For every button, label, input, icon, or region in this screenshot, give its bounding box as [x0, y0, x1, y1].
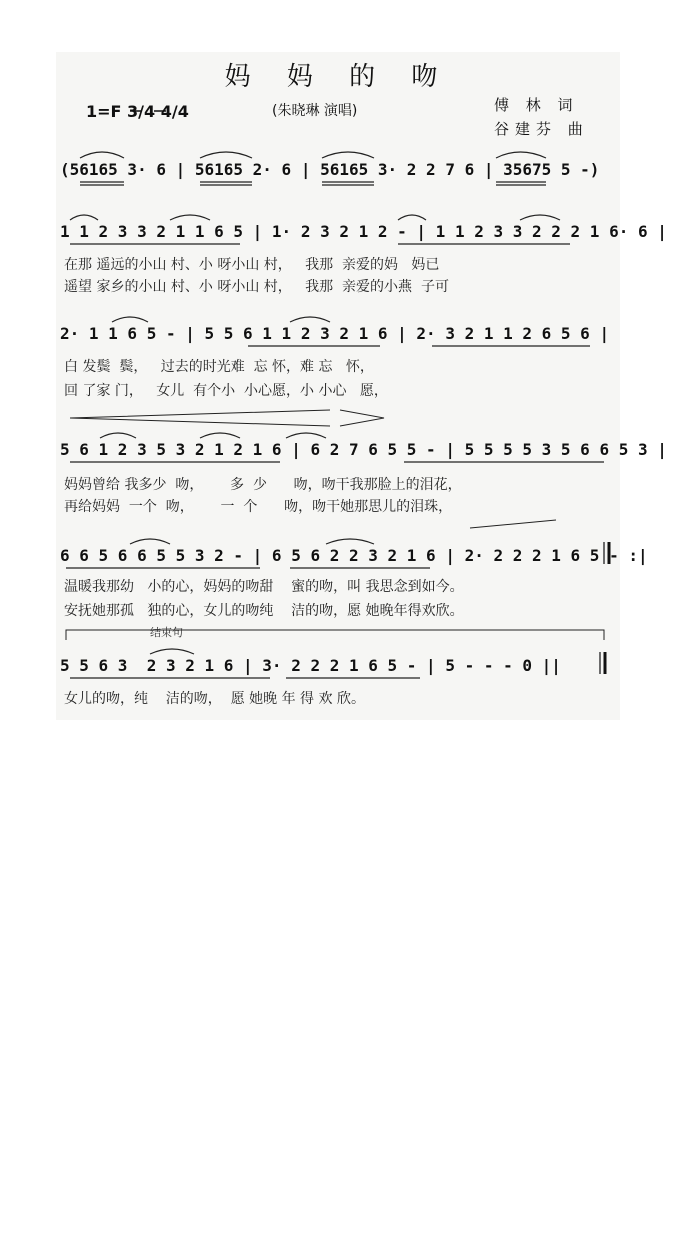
notation-line: 5 6 1 2 3 5 3 2 1 2 1 6 | 6 2 7 6 5 5 - | 5 5 5 5 3 5 6 6 5 3 |	[60, 440, 667, 459]
lyric-line-verse2: 回 了家 门， 女儿 有个小 小心愿，小 小心 愿，	[64, 383, 388, 399]
notation-line: 2· 1 1 6 5 - | 5 5 6 1 1 2 3 2 1 6 | 2· 3 2 1 1 2 6 5 6 |	[60, 324, 610, 343]
crescendo-marks	[70, 410, 556, 528]
lyric-line-verse1: 在那 遥远的小山 村、小 呀小山 村， 我那 亲爱的妈 妈已	[64, 257, 440, 273]
lyric-line-verse2: 安抚她那孤 独的心，女儿的吻纯 洁的吻，愿 她晚年得欢欣。	[64, 603, 464, 619]
lyric-line-verse2: 再给妈妈 一个 吻， 一 个 吻，吻干她那思儿的泪珠，	[64, 499, 453, 515]
lyric-line-verse1: 白 发鬓 鬓， 过去的时光难 忘 怀，难 忘 怀，	[64, 359, 374, 375]
lyric-line-verse1: 妈妈曾给 我多少 吻， 多 少 吻，吻干我那脸上的泪花，	[64, 477, 462, 493]
lyric-line-verse1: 温暖我那幼 小的心，妈妈的吻甜 蜜的吻，叫 我思念到如今。	[64, 579, 464, 595]
performer-credit: (朱晓琳 演唱)	[272, 103, 358, 119]
notation-line: 6 6 5 6 6 5 5 3 2 - | 6 5 6 2 2 3 2 1 6 | 2· 2 2 2 1 6 5 - :|	[60, 546, 648, 565]
ending-section-label: 结束句	[146, 624, 187, 640]
notation-line: 1 1 2 3 3 2 1 1 6 5 | 1· 2 3 2 1 2 - | 1 1 2 3 3 2 2 2 1 6· 6 |	[60, 222, 667, 241]
beam-lines	[66, 182, 604, 678]
key-signature: 1=F 3/4 4/4	[86, 102, 189, 121]
lyricist-credit: 傅 林 词	[494, 96, 579, 114]
song-title: 妈 妈 的 吻	[224, 62, 452, 92]
notation-line-intro: (56165 3· 6 | 56165 2· 6 | 56165 3· 2 2 7 6 | 35675 5 -)	[60, 160, 600, 179]
notation-line-ending: 5 5 6 3 2 3 2 1 6 | 3· 2 2 2 1 6 5 - | 5 - - - 0 ||	[60, 656, 561, 675]
double-barlines	[600, 542, 609, 674]
composer-credit: 谷建芬 曲	[494, 120, 589, 138]
ending-bracket	[66, 630, 604, 640]
lyric-line-verse2: 遥望 家乡的小山 村、小 呀小山 村， 我那 亲爱的小燕 子可	[64, 279, 449, 295]
lyric-line-ending: 女儿的吻，纯 洁的吻， 愿 她晚 年 得 欢 欣。	[64, 691, 365, 707]
slur-marks	[70, 152, 560, 654]
